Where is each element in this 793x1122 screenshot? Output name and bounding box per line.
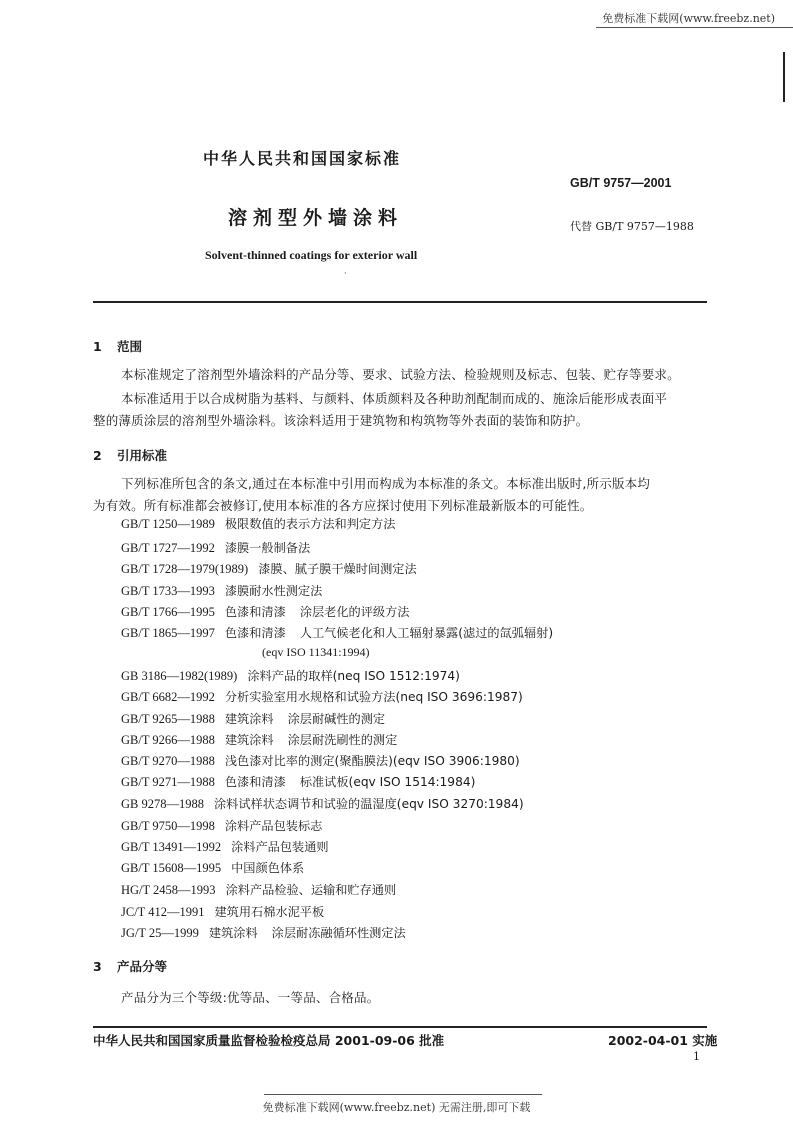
reference-title: 涂料产品的取样(neq ISO 1512:1974) bbox=[247, 669, 460, 683]
reference-title: 色漆和清漆 bbox=[224, 775, 286, 789]
document-title-cn: 溶剂型外墙涂料 bbox=[228, 207, 404, 229]
reference-code: GB/T 1727—1992 bbox=[121, 541, 215, 555]
reference-subtitle: 标准试板(eqv ISO 1514:1984) bbox=[299, 775, 476, 789]
reference-title: 色漆和清漆 bbox=[224, 605, 286, 619]
reference-title: 涂料产品包装通则 bbox=[231, 840, 329, 854]
reference-code: GB/T 1250—1989 bbox=[121, 517, 215, 531]
section-title: 范围 bbox=[117, 339, 143, 354]
reference-title: 色漆和清漆 bbox=[224, 626, 286, 640]
reference-code: GB 3186—1982(1989) bbox=[121, 669, 238, 683]
reference-title: 涂料产品包装标志 bbox=[224, 819, 323, 833]
reference-title: 漆膜耐水性测定法 bbox=[224, 584, 323, 598]
reference-item bbox=[121, 688, 523, 705]
reference-item bbox=[121, 795, 524, 812]
section-title: 产品分等 bbox=[117, 959, 168, 974]
reference-continuation: (eqv ISO 11341:1994) bbox=[262, 645, 370, 659]
reference-title: 分析实验室用水规格和试验方法(neq ISO 3696:1987) bbox=[224, 690, 523, 704]
reference-code: GB/T 9265—1988 bbox=[121, 712, 215, 726]
top-watermark: 免费标准下载网(www.freebz.net) bbox=[602, 12, 775, 25]
national-standard-heading: 中华人民共和国国家标准 bbox=[203, 149, 402, 168]
reference-item bbox=[121, 817, 322, 834]
reference-item bbox=[121, 582, 322, 599]
standard-code: GB/T 9757—2001 bbox=[570, 176, 672, 190]
section-number: 2 bbox=[93, 448, 102, 463]
reference-item bbox=[121, 903, 324, 920]
paragraph: 本标准适用于以合成树脂为基料、与颜料、体质颜料及各种助剂配制而成的、施涂后能形成表面平 bbox=[121, 391, 668, 406]
reference-item bbox=[121, 752, 520, 769]
reference-code: GB/T 1733—1993 bbox=[121, 584, 215, 598]
reference-item bbox=[121, 539, 310, 556]
reference-item bbox=[121, 667, 460, 684]
paragraph: 下列标准所包含的条文,通过在本标准中引用而构成为本标准的条文。本标准出版时,所示版本均 bbox=[121, 476, 651, 491]
reference-subtitle: 涂层耐碱性的测定 bbox=[287, 712, 386, 726]
implementation-date: 2002-04-01 实施 bbox=[608, 1033, 718, 1048]
reference-code: GB/T 9271—1988 bbox=[121, 775, 215, 789]
reference-subtitle: 涂层老化的评级方法 bbox=[299, 605, 410, 619]
scan-edge-mark bbox=[783, 52, 785, 102]
reference-code: GB 9278—1988 bbox=[121, 797, 204, 811]
reference-item bbox=[121, 773, 475, 790]
watermark-divider bbox=[596, 27, 793, 28]
reference-code: GB/T 1766—1995 bbox=[121, 605, 215, 619]
paragraph: 为有效。所有标准都会被修订,使用本标准的各方应探讨使用下列标准最新版本的可能性。 bbox=[93, 498, 593, 513]
reference-code: GB/T 9266—1988 bbox=[121, 733, 215, 747]
reference-subtitle: 涂层耐洗刷性的测定 bbox=[287, 733, 398, 747]
reference-code: GB/T 1728—1979(1989) bbox=[121, 562, 249, 576]
reference-code: HG/T 2458—1993 bbox=[121, 883, 216, 897]
reference-title: 建筑用石棉水泥平板 bbox=[214, 905, 325, 919]
reference-code: GB/T 6682—1992 bbox=[121, 690, 215, 704]
reference-title: 浅色漆对比率的测定(聚酯膜法)(eqv ISO 3906:1980) bbox=[224, 754, 520, 768]
reference-subtitle: 涂层耐冻融循环性测定法 bbox=[271, 926, 406, 940]
section-title: 引用标准 bbox=[117, 448, 168, 463]
reference-item bbox=[121, 859, 304, 876]
paragraph: 产品分为三个等级:优等品、一等品、合格品。 bbox=[121, 990, 380, 1005]
reference-code: GB/T 9270—1988 bbox=[121, 754, 215, 768]
reference-item bbox=[121, 603, 410, 620]
header-rule bbox=[93, 301, 707, 303]
reference-item bbox=[121, 924, 406, 941]
reference-code: GB/T 15608—1995 bbox=[121, 861, 222, 875]
reference-code: JG/T 25—1999 bbox=[121, 926, 199, 940]
reference-title: 建筑涂料 bbox=[208, 926, 258, 940]
approval-line: 中华人民共和国国家质量监督检验检疫总局 2001-09-06 批准 bbox=[93, 1033, 445, 1048]
reference-item bbox=[121, 624, 553, 641]
document-title-en: Solvent-thinned coatings for exterior wall bbox=[205, 248, 418, 262]
reference-title: 漆膜、腻子膜干燥时间测定法 bbox=[258, 562, 417, 576]
reference-item bbox=[121, 881, 396, 898]
section-2-heading bbox=[93, 446, 167, 464]
reference-title: 建筑涂料 bbox=[224, 733, 274, 747]
scan-dot: · bbox=[344, 269, 347, 278]
reference-code: GB/T 13491—1992 bbox=[121, 840, 222, 854]
section-number: 3 bbox=[93, 959, 102, 974]
reference-code: GB/T 9750—1998 bbox=[121, 819, 215, 833]
section-number: 1 bbox=[93, 339, 102, 354]
reference-code: GB/T 1865—1997 bbox=[121, 626, 215, 640]
reference-item bbox=[121, 560, 417, 577]
reference-subtitle: 人工气候老化和人工辐射暴露(滤过的氙弧辐射) bbox=[299, 626, 554, 640]
reference-title: 涂料产品检验、运输和贮存通则 bbox=[225, 883, 397, 897]
page-number: 1 bbox=[693, 1050, 700, 1063]
section-3-heading bbox=[93, 957, 167, 975]
paragraph: 本标准规定了溶剂型外墙涂料的产品分等、要求、试验方法、检验规则及标志、包装、贮存等要求。 bbox=[121, 367, 680, 382]
paragraph: 整的薄质涂层的溶剂型外墙涂料。该涂料适用于建筑物和构筑物等外表面的装饰和防护。 bbox=[93, 413, 589, 428]
reference-title: 极限数值的表示方法和判定方法 bbox=[224, 517, 396, 531]
reference-item bbox=[121, 731, 397, 748]
reference-title: 建筑涂料 bbox=[224, 712, 274, 726]
footer-rule bbox=[93, 1026, 707, 1028]
watermark-divider bbox=[264, 1094, 542, 1095]
reference-code: JC/T 412—1991 bbox=[121, 905, 205, 919]
reference-item bbox=[121, 710, 385, 727]
reference-title: 漆膜一般制备法 bbox=[224, 541, 311, 555]
replaces-standard: 代替 GB/T 9757—1988 bbox=[570, 220, 694, 233]
reference-item bbox=[121, 515, 396, 532]
section-1-heading bbox=[93, 337, 142, 355]
bottom-watermark: 免费标准下载网(www.freebz.net) 无需注册,即可下载 bbox=[262, 1101, 531, 1114]
reference-item bbox=[121, 838, 329, 855]
reference-title: 涂料试样状态调节和试验的温湿度(eqv ISO 3270:1984) bbox=[214, 797, 524, 811]
reference-title: 中国颜色体系 bbox=[231, 861, 305, 875]
